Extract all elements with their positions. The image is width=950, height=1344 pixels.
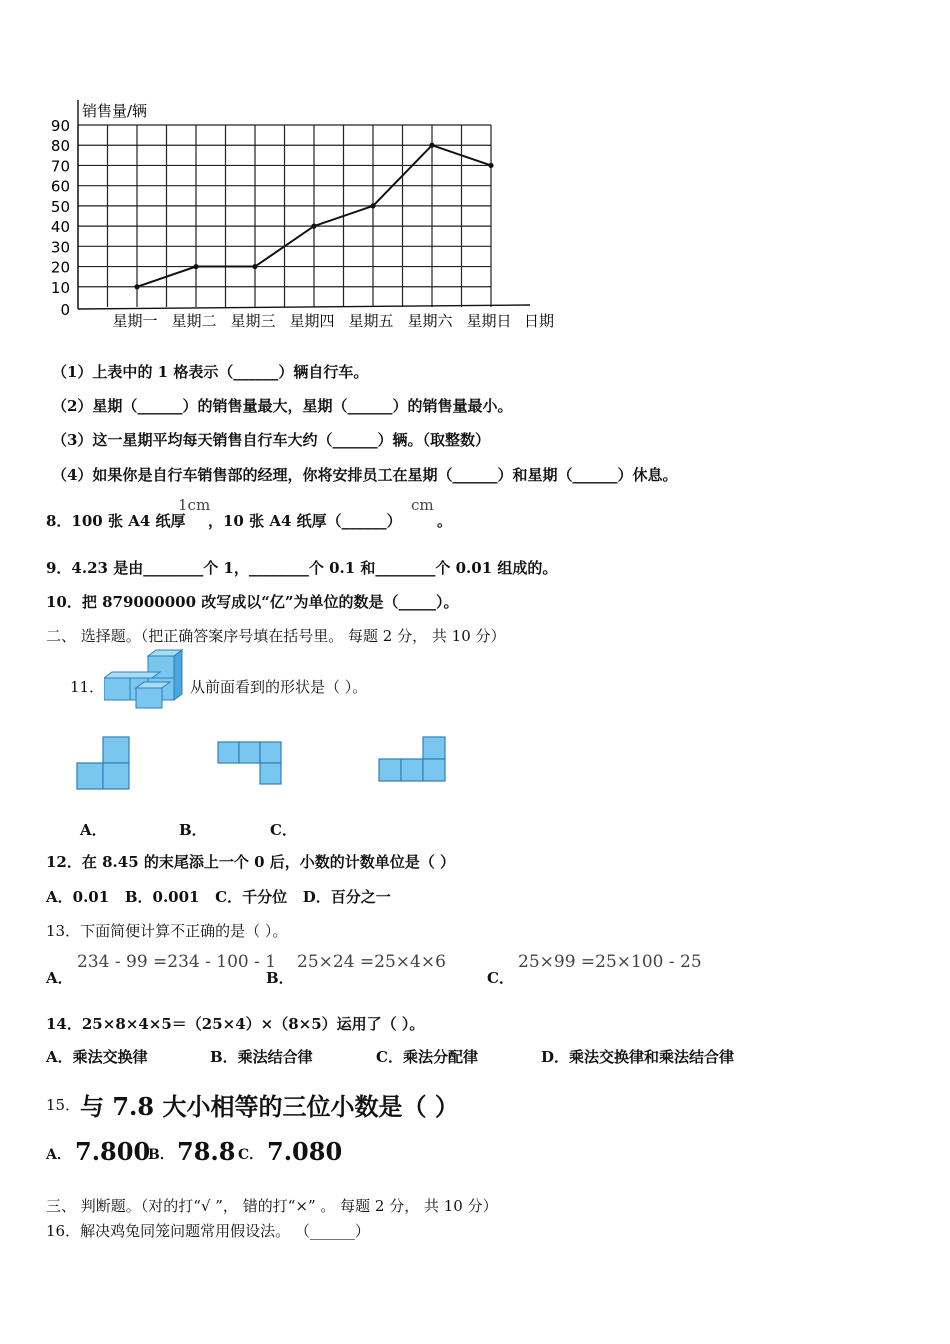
q14-text: 14．25×8×4×5＝（25×4）×（8×5）运用了（ ）。 xyxy=(46,1015,425,1033)
q8-unit-1: 1cm xyxy=(178,496,211,514)
chart-grid xyxy=(78,100,530,309)
section-2-heading: 二、 选择题。（把正确答案序号填在括号里。 每题 2 分， 共 10 分） xyxy=(46,627,506,645)
q15-option-c-value: 7.080 xyxy=(267,1137,343,1166)
q14-option-b: B．乘法结合律 xyxy=(210,1048,313,1066)
q16-text: 16．解决鸡兔同笼问题常用假设法。 （______） xyxy=(46,1222,370,1240)
chart-y-ticks xyxy=(51,117,70,319)
x-tick-label: 星期日 xyxy=(466,312,512,330)
q13-option-c-formula: 25×99 =25×100 - 25 xyxy=(518,952,702,972)
y-tick-label: 80 xyxy=(50,137,70,156)
section-3-heading: 三、 判断题。（对的打“√ ”， 错的打“×” 。 每题 2 分， 共 10 分） xyxy=(46,1197,498,1215)
q15-option-b-label: B． xyxy=(148,1147,174,1163)
data-point xyxy=(134,284,139,289)
data-point xyxy=(311,224,316,229)
q14-option-c: C．乘法分配律 xyxy=(376,1048,478,1066)
data-point xyxy=(252,264,257,269)
q7-item-3: （3）这一星期平均每天销售自行车大约（______）辆。（取整数） xyxy=(52,431,490,449)
x-tick-label: 星期五 xyxy=(348,312,394,330)
q12-options: A．0.01 B．0.001 C．千分位 D．百分之一 xyxy=(46,888,391,906)
data-point xyxy=(488,163,493,168)
y-tick-label: 10 xyxy=(50,278,70,297)
q13-option-a-label: A． xyxy=(46,969,73,987)
data-point xyxy=(193,264,198,269)
x-tick-label: 星期一 xyxy=(112,312,158,330)
x-tick-label: 星期三 xyxy=(230,312,276,330)
q11-text: 从前面看到的形状是（ ）。 xyxy=(190,678,368,696)
sales-line-chart xyxy=(40,95,580,340)
y-axis-label: 销售量/辆 xyxy=(82,102,148,120)
data-point xyxy=(370,203,375,208)
q8-text-2: ，10 张 A4 纸厚（______） xyxy=(208,512,402,530)
q15-number: 15． xyxy=(46,1096,81,1114)
q11-option-a-label: A． xyxy=(80,821,107,839)
data-point xyxy=(429,143,434,148)
q13-option-c-label: C． xyxy=(487,969,514,987)
x-tick-label: 星期二 xyxy=(171,312,217,330)
q7-item-4: （4）如果你是自行车销售部的经理，你将安排员工在星期（______）和星期（______）休息。 xyxy=(52,466,678,484)
cube-stack-figure xyxy=(104,648,186,710)
y-tick-label: 60 xyxy=(50,177,70,196)
q11-option-b-label: B． xyxy=(179,821,207,839)
q14-option-d: D．乘法交换律和乘法结合律 xyxy=(541,1048,735,1066)
q11-option-a-shape[interactable] xyxy=(76,736,132,792)
y-tick-label: 90 xyxy=(50,117,70,135)
q8-unit-2: cm xyxy=(411,496,434,514)
y-tick-label: 30 xyxy=(50,238,70,257)
q15-option-a-value: 7.800 xyxy=(75,1137,151,1166)
q14-option-a: A．乘法交换律 xyxy=(46,1048,148,1066)
y-tick-label: 70 xyxy=(50,157,70,176)
q11-number: 11． xyxy=(70,678,105,696)
y-tick-label: 20 xyxy=(50,258,70,277)
chart-x-ticks xyxy=(112,312,511,330)
q11-option-c-shape[interactable] xyxy=(378,736,448,784)
q13-option-b-formula: 25×24 =25×4×6 xyxy=(297,952,446,972)
q13-option-b-label: B． xyxy=(266,969,294,987)
q13-text: 13．下面简便计算不正确的是（ ）。 xyxy=(46,922,288,940)
q8-text-1: 8．100 张 A4 纸厚 xyxy=(46,512,186,530)
q7-item-1: （1）上表中的 1 格表示（______）辆自行车。 xyxy=(52,363,369,381)
q12-text: 12．在 8.45 的末尾添上一个 0 后，小数的计数单位是（ ） xyxy=(46,853,455,871)
q11-option-c-label: C． xyxy=(270,821,297,839)
x-axis xyxy=(78,305,530,309)
q15-option-b-value: 78.8 xyxy=(177,1137,236,1166)
q11-option-b-shape[interactable] xyxy=(217,741,283,787)
y-tick-label: 0 xyxy=(60,301,70,319)
q8-end: 。 xyxy=(437,512,453,530)
q13-option-a-formula: 234 - 99 =234 - 100 - 1 xyxy=(77,952,277,972)
q9-text: 9．4.23 是由________个 1，________个 0.1 和________个 0.01 组成的。 xyxy=(46,559,558,577)
x-tick-label: 星期六 xyxy=(407,312,453,330)
x-tick-label: 星期四 xyxy=(289,312,335,330)
q15-option-c-label: C． xyxy=(238,1147,264,1163)
y-tick-label: 40 xyxy=(50,218,70,237)
q15-option-a-label: A． xyxy=(46,1147,71,1163)
q7-item-2: （2）星期（______）的销售量最大，星期（______）的销售量最小。 xyxy=(52,397,513,415)
y-tick-label: 50 xyxy=(50,197,70,216)
x-axis-label: 日期 xyxy=(524,312,555,330)
q10-text: 10．把 879000000 改写成以“亿”为单位的数是（_____）。 xyxy=(46,593,459,611)
q15-text: 与 7.8 大小相等的三位小数是（ ） xyxy=(80,1092,459,1121)
